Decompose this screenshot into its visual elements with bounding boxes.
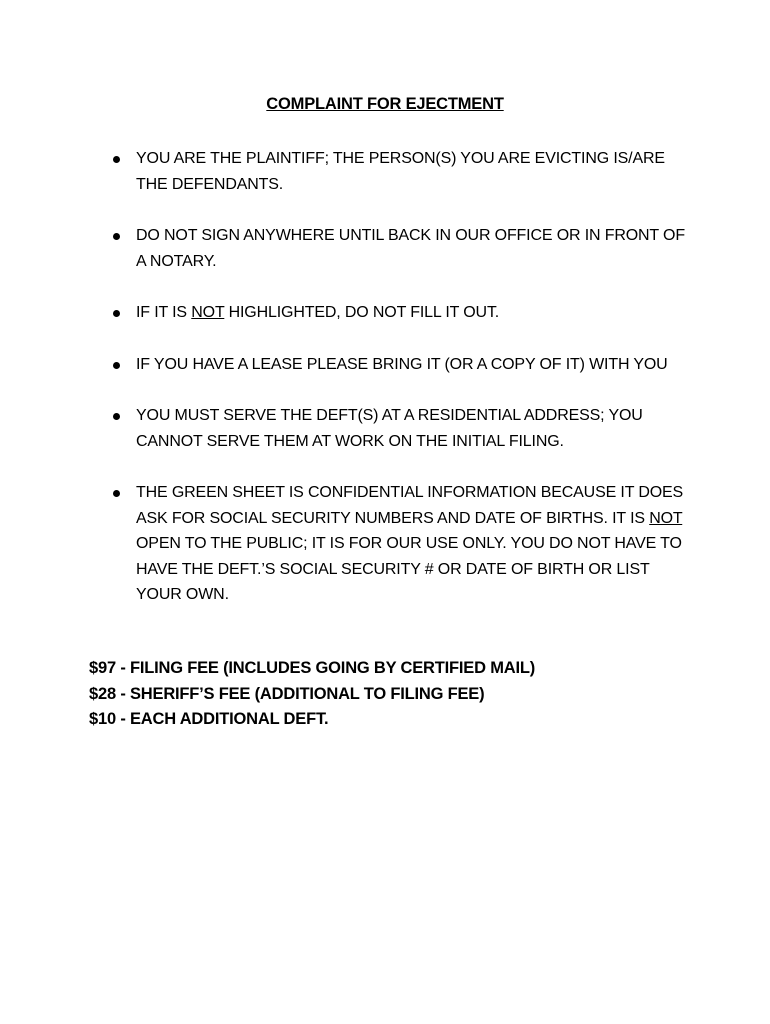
instruction-text-pre: THE GREEN SHEET IS CONFIDENTIAL INFORMATION BECAUSE IT DOES ASK FOR SOCIAL SECURITY NUMBERS AND DATE OF BIRTHS. IT IS — [136, 484, 684, 527]
bullet-icon — [113, 310, 120, 317]
instruction-text: YOU MUST SERVE THE DEFT(S) AT A RESIDENTIAL ADDRESS; YOU CANNOT SERVE THEM AT WORK ON THE INITIAL FILING. — [136, 407, 643, 450]
bullet-icon — [113, 490, 120, 497]
instruction-emphasis: NOT — [191, 304, 225, 321]
instruction-text-post: HIGHLIGHTED, DO NOT FILL IT OUT. — [224, 304, 500, 321]
instruction-item-green-sheet — [108, 480, 688, 608]
instruction-item-highlighted — [108, 300, 688, 326]
instruction-emphasis: NOT — [649, 509, 683, 527]
instruction-text-pre: IF IT IS — [136, 304, 192, 321]
instruction-text: DO NOT SIGN ANYWHERE UNTIL BACK IN OUR OFFICE OR IN FRONT OF A NOTARY. — [136, 227, 685, 270]
instruction-item-serve — [108, 403, 688, 454]
instruction-item-do-not-sign — [108, 223, 688, 274]
instruction-text-post: OPEN TO THE PUBLIC; IT IS FOR OUR USE ONLY. YOU DO NOT HAVE TO HAVE THE DEFT.’S SOCIAL SECURITY # OR DATE OF BIRTH OR LIST YOUR OWN. — [136, 535, 682, 603]
instruction-item-lease — [108, 352, 688, 378]
fee-list — [89, 656, 709, 733]
fee-filing: $97 - FILING FEE (INCLUDES GOING BY CERTIFIED MAIL) — [89, 659, 536, 677]
bullet-icon — [113, 233, 120, 240]
bullet-icon — [113, 156, 120, 163]
instruction-list — [108, 146, 688, 634]
fee-additional-deft: $10 - EACH ADDITIONAL DEFT. — [89, 710, 329, 728]
fee-sheriff: $28 - SHERIFF’S FEE (ADDITIONAL TO FILING FEE) — [89, 684, 485, 703]
instruction-item-plaintiff — [108, 146, 688, 197]
document-title: COMPLAINT FOR EJECTMENT — [266, 95, 504, 113]
instruction-text: IF YOU HAVE A LEASE PLEASE BRING IT (OR A COPY OF IT) WITH YOU — [136, 355, 668, 373]
bullet-icon — [113, 362, 120, 369]
bullet-icon — [113, 413, 120, 420]
instruction-text: YOU ARE THE PLAINTIFF; THE PERSON(S) YOU ARE EVICTING IS/ARE THE DEFENDANTS. — [136, 150, 665, 193]
